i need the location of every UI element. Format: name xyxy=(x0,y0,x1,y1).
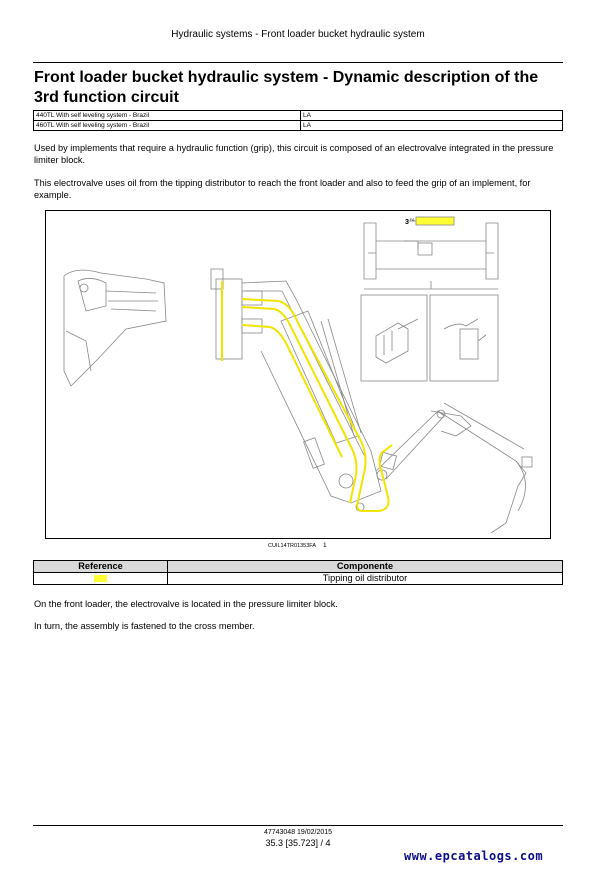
reference-table xyxy=(33,560,563,585)
paragraph-intro: Used by implements that require a hydraulic function (grip), this circuit is composed of an electrovalve integrated in the pressure limiter block. xyxy=(34,143,554,165)
paragraph-assembly: In turn, the assembly is fastened to the cross member. xyxy=(34,621,255,631)
hydraulic-circuit-figure xyxy=(45,210,551,539)
applicability-row xyxy=(34,111,563,121)
page-title: Front loader bucket hydraulic system - Dynamic description of the 3rd function circuit xyxy=(34,69,539,106)
applicability-row xyxy=(34,121,563,131)
reference-header: Reference xyxy=(34,561,168,573)
footer-rule xyxy=(33,825,563,826)
applicability-region: LA xyxy=(301,111,563,121)
loader-arm-illustration xyxy=(46,211,550,538)
applicability-region: LA xyxy=(301,121,563,131)
figure-callout-number: 3 xyxy=(405,219,409,226)
reference-header-row xyxy=(34,561,563,573)
applicability-table xyxy=(33,110,563,131)
reference-cell xyxy=(34,573,168,585)
applicability-model: 460TL With self leveling system - Brazil xyxy=(34,121,301,131)
applicability-model: 440TL With self leveling system - Brazil xyxy=(34,111,301,121)
figure-callout-suffix: FA xyxy=(410,218,415,222)
figure-code: CUIL14TR01353FA xyxy=(268,543,316,549)
running-header: Hydraulic systems - Front loader bucket hydraulic system xyxy=(171,29,425,40)
paragraph-location: On the front loader, the electrovalve is located in the pressure limiter block. xyxy=(34,599,338,609)
watermark: www.epcatalogs.com xyxy=(404,849,544,863)
footer-page-number: 35.3 [35.723] / 4 xyxy=(265,838,331,848)
figure-number: 1 xyxy=(323,542,327,549)
reference-row xyxy=(34,573,563,585)
yellow-line-swatch xyxy=(94,575,107,582)
header-rule xyxy=(33,62,563,63)
component-cell: Tipping oil distributor xyxy=(168,573,563,585)
component-header: Componente xyxy=(168,561,563,573)
paragraph-electrovalve: This electrovalve uses oil from the tipping distributor to reach the front loader and also to feed the grip of an implement, for example. xyxy=(34,178,531,200)
footer-document-number: 47743048 19/02/2015 xyxy=(263,829,333,836)
